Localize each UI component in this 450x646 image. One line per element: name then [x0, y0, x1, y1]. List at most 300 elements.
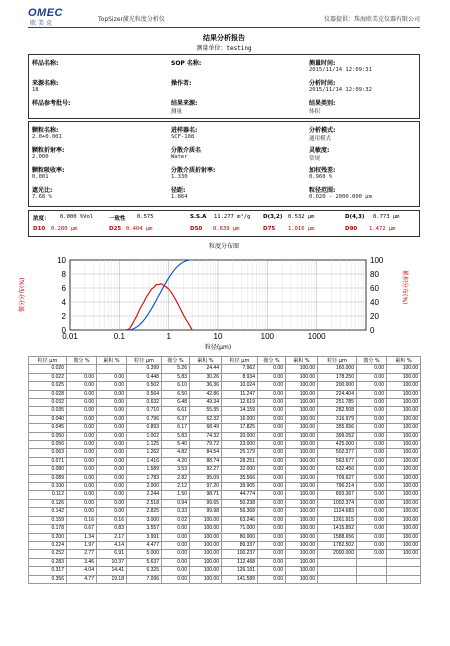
table-cell: 126.191	[222, 567, 258, 575]
table-cell: 0.00	[67, 483, 97, 491]
table-cell: 0.00	[258, 516, 286, 524]
table-cell: 3.53	[162, 466, 190, 474]
table-cell: 89.337	[222, 541, 258, 549]
y-right-tick-label: 0	[370, 326, 375, 335]
table-cell: 0.00	[97, 432, 127, 440]
table-cell: 0.00	[258, 441, 286, 449]
absorb-label: 颗粒吸收率:	[32, 167, 65, 174]
d25-value: 0.404 μm	[126, 226, 153, 232]
uniformity-label: 一致性	[109, 216, 126, 222]
measure-unit: 测量单位：testing	[196, 45, 252, 52]
table-cell: 0.00	[258, 382, 286, 390]
table-cell: 100.00	[286, 407, 318, 415]
y-right-tick-label: 60	[370, 284, 379, 293]
table-cell: 0.200	[29, 533, 67, 541]
table-cell: 2.17	[97, 533, 127, 541]
table-cell: 2.518	[127, 499, 162, 507]
table-cell: 0.00	[357, 525, 387, 533]
d90-value: 1.472 μm	[369, 226, 396, 232]
x-tick-label: 1	[166, 332, 171, 341]
d32-label: D(3,2)	[263, 214, 283, 220]
table-cell: 84.54	[190, 449, 222, 457]
analysis-time-label: 分析时间:	[309, 80, 336, 87]
table-cell	[387, 558, 421, 566]
table-cell: 100.00	[387, 457, 421, 465]
uniformity-value: 0.575	[137, 214, 154, 220]
table-header-cell: 累积 %	[190, 357, 222, 365]
instrument-title: TopSizer激光粒度分析仪	[98, 16, 165, 23]
table-cell: 19.18	[97, 575, 127, 583]
table-cell: 0.00	[258, 491, 286, 499]
d25-label: D25	[109, 226, 122, 232]
table-cell: 17.825	[222, 424, 258, 432]
table-cell: 0.00	[67, 382, 97, 390]
table-cell: 0.028	[29, 390, 67, 398]
table-row	[29, 466, 421, 474]
table-cell	[318, 575, 357, 583]
table-cell: 0.00	[357, 432, 387, 440]
table-row	[29, 407, 421, 415]
obscuration-label: 遮光比:	[32, 187, 53, 194]
table-cell: 200.000	[318, 382, 357, 390]
table-cell: 0.893	[127, 424, 162, 432]
logo-text: OMEC	[28, 7, 63, 19]
y-left-tick-label: 6	[61, 284, 66, 293]
table-cell: 0.00	[97, 424, 127, 432]
table-cell: 0.399	[127, 365, 162, 373]
sensitivity-label: 灵敏度:	[309, 147, 330, 154]
table-cell: 0.00	[258, 567, 286, 575]
ref-no-label: 样品参考批号:	[32, 100, 71, 107]
table-row	[29, 483, 421, 491]
table-cell: 0.00	[67, 441, 97, 449]
table-row	[29, 441, 421, 449]
analysis-mode-label: 分析模式:	[309, 127, 336, 134]
table-cell: 0.00	[258, 558, 286, 566]
table-cell: 0.00	[258, 424, 286, 432]
obscuration-value: 7.68 %	[32, 194, 52, 200]
table-cell: 0.00	[258, 499, 286, 507]
table-cell: 0.032	[29, 399, 67, 407]
x-axis-label: 粒径(μm)	[204, 344, 232, 351]
table-cell: 0.020	[29, 365, 67, 373]
table-cell: 4.14	[97, 541, 127, 549]
table-cell: 796.214	[318, 483, 357, 491]
table-cell: 100.00	[387, 424, 421, 432]
table-cell: 0.283	[29, 558, 67, 566]
y-left-tick-label: 2	[61, 312, 66, 321]
table-row	[29, 424, 421, 432]
table-cell: 100.00	[387, 474, 421, 482]
table-cell: 1.34	[67, 533, 97, 541]
table-cell: 6.50	[162, 390, 190, 398]
table-body	[29, 365, 421, 584]
table-cell: 10.37	[97, 558, 127, 566]
table-cell: 4.477	[127, 541, 162, 549]
table-cell: 100.00	[286, 466, 318, 474]
table-cell: 100.00	[286, 483, 318, 491]
table-cell: 0.142	[29, 508, 67, 516]
table-cell: 100.00	[387, 466, 421, 474]
analysis-mode-value: 通用模式	[309, 136, 332, 142]
table-cell: 0.00	[357, 441, 387, 449]
table-cell: 282.508	[318, 407, 357, 415]
table-row	[29, 382, 421, 390]
table-cell: 100.00	[190, 550, 222, 558]
table-row	[29, 499, 421, 507]
table-cell: 0.67	[67, 525, 97, 533]
table-header-cell: 粒径 μm	[318, 357, 357, 365]
table-cell: 0.050	[29, 432, 67, 440]
table-cell: 100.00	[286, 373, 318, 381]
table-cell: 6.325	[127, 567, 162, 575]
table-cell: 0.00	[162, 575, 190, 583]
table-cell: 1.262	[127, 449, 162, 457]
table-cell: 0.00	[67, 407, 97, 415]
table-cell: 0.00	[357, 466, 387, 474]
table-cell: 28.251	[222, 457, 258, 465]
table-cell: 0.080	[29, 466, 67, 474]
sop-name-label: SOP 名称:	[171, 60, 202, 67]
table-header-row	[29, 357, 421, 365]
table-cell: 0.00	[67, 491, 97, 499]
table-cell: 0.00	[357, 390, 387, 398]
table-cell: 23.000	[222, 441, 258, 449]
table-cell: 425.000	[318, 441, 357, 449]
table-cell: 24.44	[190, 365, 222, 373]
ssa-label: S.S.A	[190, 214, 207, 220]
table-cell: 100.00	[387, 508, 421, 516]
table-cell: 0.00	[357, 499, 387, 507]
d75-value: 1.016 μm	[288, 226, 315, 232]
table-header-cell: 累积 %	[387, 357, 421, 365]
distribution-chart	[28, 250, 420, 354]
table-cell: 100.00	[387, 516, 421, 524]
table-cell: 0.00	[357, 407, 387, 415]
disp-refr-value: 1.330	[171, 174, 188, 180]
table-header-cell: 微分 %	[67, 357, 97, 365]
table-cell: 1124.683	[318, 508, 357, 516]
table-cell: 80.000	[222, 533, 258, 541]
table-cell: 1.589	[127, 466, 162, 474]
table-cell: 178.250	[318, 373, 357, 381]
table-cell	[357, 575, 387, 583]
table-cell: 1002.374	[318, 499, 357, 507]
table-cell: 6.48	[162, 399, 190, 407]
table-cell: 100.00	[387, 541, 421, 549]
table-cell: 0.00	[97, 373, 127, 381]
table-cell: 0.00	[258, 390, 286, 398]
table-cell: 92.27	[190, 466, 222, 474]
table-cell: 316.979	[318, 415, 357, 423]
table-cell: 74.32	[190, 432, 222, 440]
table-row	[29, 474, 421, 482]
table-cell: 0.00	[97, 457, 127, 465]
table-cell: 100.00	[387, 441, 421, 449]
table-cell: 0.00	[357, 550, 387, 558]
company-logo	[28, 7, 80, 26]
table-cell: 100.00	[387, 491, 421, 499]
measure-time-value: 2015/11/14 12:09:31	[309, 67, 372, 73]
table-cell: 0.448	[127, 373, 162, 381]
table-cell: 1.50	[162, 491, 190, 499]
table-cell: 35.566	[222, 474, 258, 482]
table-cell: 4.04	[67, 567, 97, 575]
table-cell: 14.159	[222, 407, 258, 415]
logo-sub-text: 欧美克	[30, 20, 55, 27]
x-tick-label: 100	[260, 332, 275, 341]
table-cell: 0.040	[29, 415, 67, 423]
table-row	[29, 567, 421, 575]
table-cell: 355.656	[318, 424, 357, 432]
table-cell: 0.00	[357, 541, 387, 549]
table-cell: 62.32	[190, 415, 222, 423]
table-cell: 3.000	[127, 516, 162, 524]
table-cell: 0.00	[97, 508, 127, 516]
x-tick-label: 10	[213, 332, 223, 341]
table-cell: 0.025	[29, 382, 67, 390]
table-cell: 100.00	[286, 499, 318, 507]
table-cell: 0.00	[162, 525, 190, 533]
chart-ylabel-right: 累积分布(%)	[401, 270, 408, 305]
source-label: 来源名称:	[32, 80, 59, 87]
table-cell: 39.905	[222, 483, 258, 491]
table-cell: 0.796	[127, 415, 162, 423]
table-cell: 100.00	[190, 533, 222, 541]
table-cell: 100.00	[286, 382, 318, 390]
table-row	[29, 365, 421, 373]
table-row	[29, 575, 421, 583]
table-cell: 5.637	[127, 558, 162, 566]
result-type-value: 体积	[309, 109, 321, 115]
table-row	[29, 449, 421, 457]
dispersant-value: Water	[171, 154, 188, 160]
table-cell: 100.00	[286, 449, 318, 457]
chart-ylabel-left: 微分分布(%)	[19, 277, 26, 312]
table-cell: 632.456	[318, 466, 357, 474]
table-cell: 0.00	[97, 466, 127, 474]
table-cell: 0.00	[357, 415, 387, 423]
table-cell: 10.024	[222, 382, 258, 390]
summary-box	[28, 210, 420, 237]
table-header-cell: 微分 %	[258, 357, 286, 365]
table-cell: 99.65	[190, 499, 222, 507]
table-cell: 49.34	[190, 399, 222, 407]
table-cell: 99.98	[190, 508, 222, 516]
table-cell: 5.83	[162, 432, 190, 440]
table-cell: 0.00	[67, 466, 97, 474]
table-cell: 2.82	[162, 474, 190, 482]
table-cell: 32.000	[222, 466, 258, 474]
table-cell: 12.619	[222, 399, 258, 407]
table-cell: 56.368	[222, 508, 258, 516]
table-cell: 42.86	[190, 390, 222, 398]
table-cell: 0.00	[97, 390, 127, 398]
table-cell: 0.00	[258, 541, 286, 549]
table-cell: 6.91	[97, 550, 127, 558]
table-cell: 100.00	[286, 424, 318, 432]
table-cell: 0.252	[29, 550, 67, 558]
table-cell: 6.61	[162, 407, 190, 415]
table-cell: 1.783	[127, 474, 162, 482]
diameter-label: 径距:	[171, 187, 186, 194]
table-cell: 0.00	[258, 415, 286, 423]
d43-value: 0.773 μm	[373, 214, 400, 220]
table-cell: 14.41	[97, 567, 127, 575]
table-cell: 0.00	[162, 541, 190, 549]
particle-info-box	[28, 121, 420, 207]
source-value: 18	[32, 87, 39, 93]
table-cell: 7.096	[127, 575, 162, 583]
table-cell: 0.00	[67, 449, 97, 457]
table-cell: 100.00	[286, 516, 318, 524]
table-cell: 0.00	[258, 474, 286, 482]
table-cell: 0.00	[357, 365, 387, 373]
table-row	[29, 373, 421, 381]
table-cell: 0.00	[67, 457, 97, 465]
sensitivity-value: 常规	[309, 156, 321, 162]
concentration-label: 浓度：	[33, 216, 50, 222]
table-cell: 95.09	[190, 474, 222, 482]
table-row	[29, 508, 421, 516]
table-cell: 100.00	[387, 499, 421, 507]
table-cell: 100.00	[387, 533, 421, 541]
table-cell: 0.00	[67, 508, 97, 516]
table-cell: 0.178	[29, 525, 67, 533]
d50-label: D50	[190, 226, 203, 232]
table-cell: 2.77	[67, 550, 97, 558]
table-cell: 100.00	[286, 558, 318, 566]
table-cell: 0.00	[67, 432, 97, 440]
table-cell: 100.00	[190, 525, 222, 533]
table-cell: 5.83	[162, 373, 190, 381]
supplier-text: 仪器提供：珠海欧美克仪器有限公司	[323, 16, 420, 23]
table-cell: 0.00	[357, 483, 387, 491]
table-cell: 0.00	[162, 533, 190, 541]
y-right-tick-label: 20	[370, 312, 379, 321]
table-cell: 0.00	[97, 449, 127, 457]
report-header	[28, 6, 420, 28]
y-right-tick-label: 80	[370, 270, 379, 279]
table-row	[29, 541, 421, 549]
table-cell: 11.247	[222, 390, 258, 398]
table-row	[29, 558, 421, 566]
table-cell: 0.00	[258, 483, 286, 491]
table-cell: 68.49	[190, 424, 222, 432]
table-cell: 0.00	[357, 516, 387, 524]
table-cell: 3.557	[127, 525, 162, 533]
table-cell: 0.00	[67, 373, 97, 381]
table-cell	[97, 365, 127, 373]
table-cell: 0.00	[357, 533, 387, 541]
table-cell: 0.00	[97, 474, 127, 482]
table-cell: 100.00	[387, 415, 421, 423]
d50-value: 0.639 μm	[213, 226, 240, 232]
table-cell: 100.00	[286, 457, 318, 465]
table-cell: 1261.915	[318, 516, 357, 524]
table-cell: 1.125	[127, 441, 162, 449]
table-cell: 893.367	[318, 491, 357, 499]
table-cell: 0.00	[357, 399, 387, 407]
table-cell: 0.00	[97, 399, 127, 407]
table-cell: 0.00	[258, 575, 286, 583]
table-cell: 2000.000	[318, 550, 357, 558]
table-cell: 0.00	[97, 407, 127, 415]
y-left-tick-label: 0	[61, 326, 66, 335]
table-cell: 0.00	[67, 390, 97, 398]
table-cell: 0.00	[258, 432, 286, 440]
table-cell: 0.100	[29, 483, 67, 491]
table-cell: 0.94	[162, 499, 190, 507]
table-cell: 0.045	[29, 424, 67, 432]
table-header-cell: 粒径 μm	[222, 357, 258, 365]
table-cell: 0.00	[97, 382, 127, 390]
table-cell: 0.16	[67, 516, 97, 524]
table-cell: 100.00	[387, 390, 421, 398]
table-cell	[318, 567, 357, 575]
x-tick-label: 0.1	[113, 332, 125, 341]
table-cell: 0.00	[97, 499, 127, 507]
table-cell: 100.00	[286, 508, 318, 516]
table-cell: 0.83	[97, 525, 127, 533]
table-row	[29, 533, 421, 541]
table-cell: 50.238	[222, 499, 258, 507]
table-cell: 0.00	[357, 382, 387, 390]
table-cell: 0.00	[258, 449, 286, 457]
report-title: 结果分析报告	[203, 34, 245, 42]
table-cell: 100.00	[190, 558, 222, 566]
table-cell: 2.825	[127, 508, 162, 516]
table-cell: 0.00	[162, 567, 190, 575]
table-cell: 100.00	[286, 567, 318, 575]
table-cell: 0.02	[162, 516, 190, 524]
table-cell: 0.00	[67, 415, 97, 423]
table-cell: 0.00	[162, 550, 190, 558]
table-cell: 100.00	[387, 483, 421, 491]
table-cell: 0.00	[258, 407, 286, 415]
table-cell: 0.00	[97, 415, 127, 423]
table-cell: 0.632	[127, 399, 162, 407]
table-cell: 1415.892	[318, 525, 357, 533]
d10-value: 0.280 μm	[51, 226, 78, 232]
table-cell: 7.962	[222, 365, 258, 373]
table-cell: 709.627	[318, 474, 357, 482]
dispersant-label: 分散介质名	[171, 147, 202, 154]
table-cell: 8.934	[222, 373, 258, 381]
summary-row-1	[33, 214, 417, 223]
table-cell: 100.00	[387, 525, 421, 533]
table-cell: 141.589	[222, 575, 258, 583]
table-cell: 0.00	[258, 525, 286, 533]
table-cell: 4.82	[162, 449, 190, 457]
table-cell: 0.00	[357, 449, 387, 457]
concentration-value: 0.000 %Vol	[60, 214, 94, 220]
x-tick-label: 0.01	[62, 332, 78, 341]
table-cell: 100.00	[387, 365, 421, 373]
table-cell: 0.00	[258, 457, 286, 465]
table-cell: 100.00	[286, 432, 318, 440]
table-cell: 0.00	[162, 558, 190, 566]
particle-name-label: 颗粒名称:	[32, 127, 59, 134]
accessory-label: 进样器名:	[171, 127, 198, 134]
d75-label: D75	[263, 226, 276, 232]
table-cell: 1.416	[127, 457, 162, 465]
table-header-cell: 累积 %	[97, 357, 127, 365]
summary-row-2	[33, 226, 417, 235]
table-cell: 100.00	[387, 432, 421, 440]
table-cell: 0.00	[258, 373, 286, 381]
table-cell: 3.991	[127, 533, 162, 541]
